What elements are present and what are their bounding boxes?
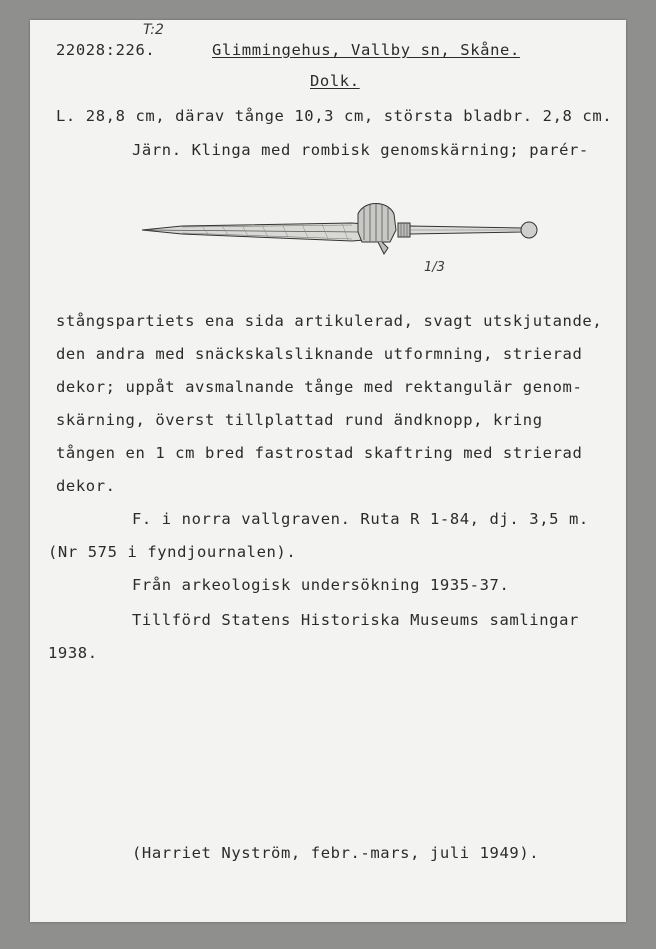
excavation-line: Från arkeologisk undersökning 1935-37. bbox=[132, 576, 510, 594]
description-line-2: stångspartiets ena sida artikulerad, svagt utskjutande, bbox=[56, 312, 603, 330]
description-line-4: dekor; uppåt avsmalnande tånge med rektangulär genom- bbox=[56, 378, 583, 396]
catalog-number: 22028:226. bbox=[56, 41, 156, 59]
acquisition-line: Tillförd Statens Historiska Museums samlingar bbox=[132, 611, 579, 629]
handwritten-mark: T:2 bbox=[143, 22, 164, 38]
scale-label: 1/3 bbox=[424, 260, 445, 275]
author-line: (Harriet Nyström, febr.-mars, juli 1949). bbox=[132, 844, 540, 862]
journal-line: (Nr 575 i fyndjournalen). bbox=[48, 543, 297, 561]
description-line-7: dekor. bbox=[56, 477, 116, 495]
catalog-card bbox=[30, 20, 626, 922]
description-line-3: den andra med snäckskalsliknande utformning, strierad bbox=[56, 345, 583, 363]
dimensions: L. 28,8 cm, därav tånge 10,3 cm, största bladbr. 2,8 cm. bbox=[56, 107, 613, 125]
description-line-5: skärning, överst tillplattad rund ändknopp, kring bbox=[56, 411, 543, 429]
find-line: F. i norra vallgraven. Ruta R 1-84, dj. 3,5 m. bbox=[132, 510, 589, 528]
location: Glimmingehus, Vallby sn, Skåne. bbox=[212, 41, 520, 59]
dagger-drawing bbox=[142, 196, 542, 266]
description-line-1: Järn. Klinga med rombisk genomskärning; parér- bbox=[132, 141, 589, 159]
description-line-6: tången en 1 cm bred fastrostad skaftring med strierad bbox=[56, 444, 583, 462]
acquisition-year: 1938. bbox=[48, 644, 98, 662]
object-type: Dolk. bbox=[310, 72, 360, 90]
